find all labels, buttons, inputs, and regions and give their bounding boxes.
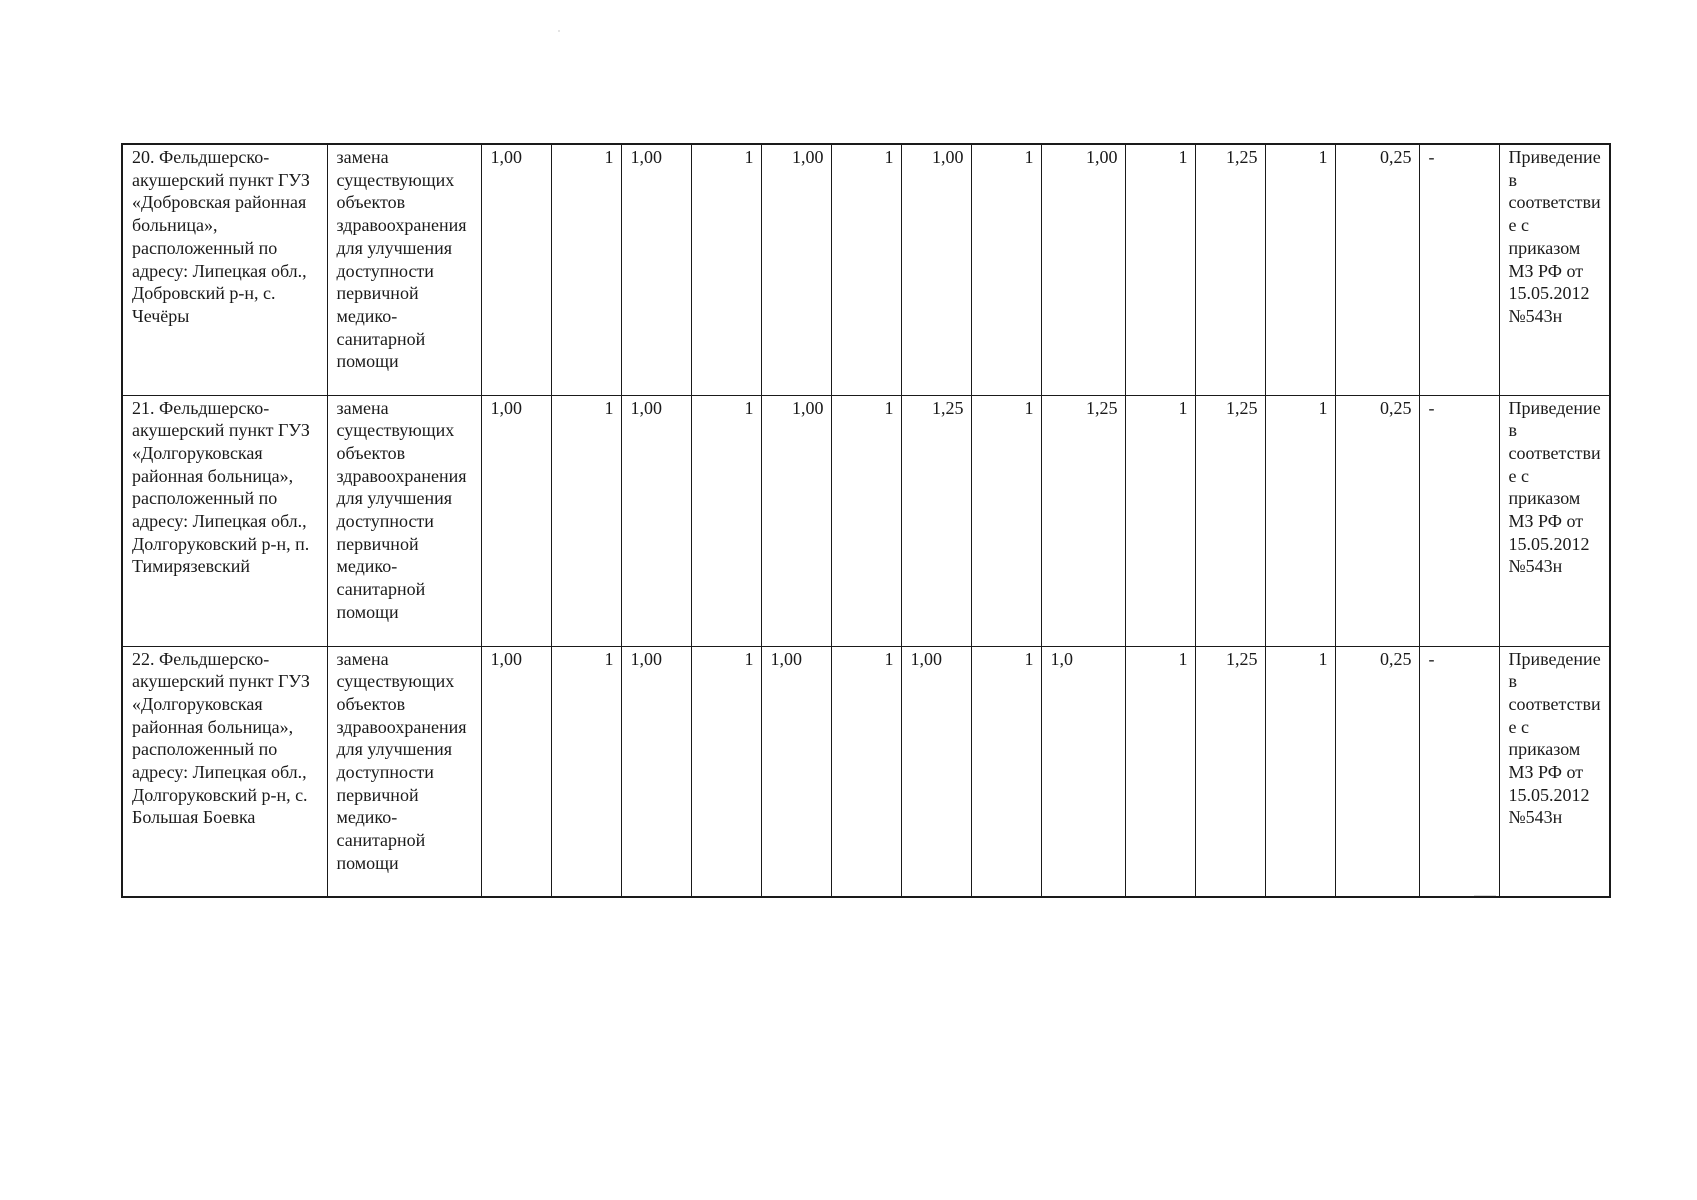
value-cell: 0,25	[1335, 395, 1419, 646]
dash-cell: -	[1419, 395, 1499, 646]
table-row	[122, 144, 1610, 395]
value-cell: 1,25	[1195, 395, 1265, 646]
count-cell: 1	[1125, 646, 1195, 897]
note-cell: Приведение в соответствие с приказом МЗ РФ от 15.05.2012 №543н	[1499, 646, 1610, 897]
value-cell: 1,00	[621, 144, 691, 395]
note-cell: Приведение в соответствие с приказом МЗ РФ от 15.05.2012 №543н	[1499, 144, 1610, 395]
value-cell: 0,25	[1335, 646, 1419, 897]
value-cell: 0,25	[1335, 144, 1419, 395]
value-cell: 1,00	[621, 395, 691, 646]
count-cell: 1	[691, 646, 761, 897]
count-cell: 1	[831, 144, 901, 395]
value-cell: 1,00	[901, 646, 971, 897]
count-cell: 1	[551, 144, 621, 395]
scan-speck	[558, 30, 560, 32]
value-cell: 1,00	[761, 646, 831, 897]
count-cell: 1	[551, 395, 621, 646]
purpose-cell: замена существующих объектов здравоохранения для улучшения доступности первичной медико-санитарной помощи	[327, 646, 481, 897]
count-cell: 1	[1125, 144, 1195, 395]
table-row	[122, 395, 1610, 646]
count-cell: 1	[551, 646, 621, 897]
count-cell: 1	[831, 646, 901, 897]
count-cell: 1	[691, 395, 761, 646]
count-cell: 1	[1125, 395, 1195, 646]
object-cell: 21. Фельдшерско-акушерский пункт ГУЗ «Долгоруковская районная больница», расположенный по адресу: Липецкая обл., Долгоруковский р-н, п. Тимирязевский	[122, 395, 327, 646]
value-cell: 1,0	[1041, 646, 1125, 897]
count-cell: 1	[1265, 646, 1335, 897]
value-cell: 1,25	[901, 395, 971, 646]
value-cell: 1,00	[481, 646, 551, 897]
object-cell: 20. Фельдшерско-акушерский пункт ГУЗ «Добровская районная больница», расположенный по адресу: Липецкая обл., Добровский р-н, с. Чечёры	[122, 144, 327, 395]
count-cell: 1	[971, 144, 1041, 395]
value-cell: 1,00	[621, 646, 691, 897]
purpose-cell: замена существующих объектов здравоохранения для улучшения доступности первичной медико-санитарной помощи	[327, 395, 481, 646]
facilities-table	[121, 143, 1611, 898]
value-cell: 1,00	[481, 144, 551, 395]
count-cell: 1	[1265, 395, 1335, 646]
count-cell: 1	[831, 395, 901, 646]
value-cell: 1,25	[1041, 395, 1125, 646]
count-cell: 1	[691, 144, 761, 395]
value-cell: 1,00	[761, 395, 831, 646]
count-cell: 1	[971, 646, 1041, 897]
value-cell: 1,25	[1195, 646, 1265, 897]
dash-cell: -	[1419, 144, 1499, 395]
value-cell: 1,25	[1195, 144, 1265, 395]
purpose-cell: замена существующих объектов здравоохранения для улучшения доступности первичной медико-санитарной помощи	[327, 144, 481, 395]
object-cell: 22. Фельдшерско-акушерский пункт ГУЗ «Долгоруковская районная больница», расположенный по адресу: Липецкая обл., Долгоруковский р-н, с. Большая Боевка	[122, 646, 327, 897]
value-cell: 1,00	[901, 144, 971, 395]
table-row	[122, 646, 1610, 897]
note-cell: Приведение в соответствие с приказом МЗ РФ от 15.05.2012 №543н	[1499, 395, 1610, 646]
value-cell: 1,00	[1041, 144, 1125, 395]
value-cell: 1,00	[761, 144, 831, 395]
count-cell: 1	[1265, 144, 1335, 395]
count-cell: 1	[971, 395, 1041, 646]
value-cell: 1,00	[481, 395, 551, 646]
dash-cell: -	[1419, 646, 1499, 897]
